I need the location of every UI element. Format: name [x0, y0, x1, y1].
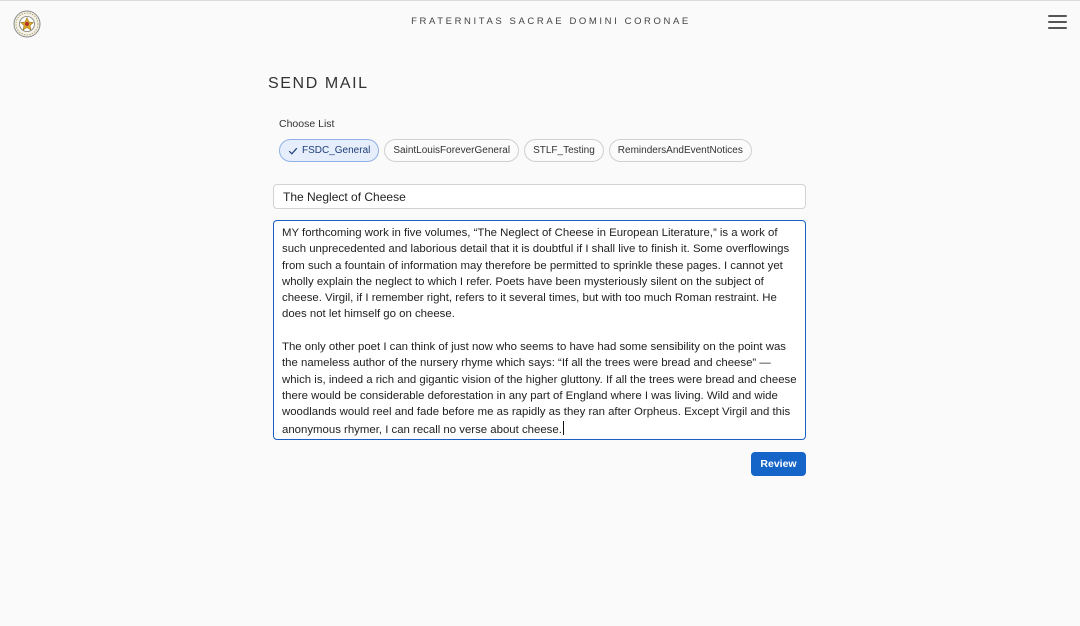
- message-body-textarea[interactable]: [273, 220, 806, 440]
- review-button[interactable]: Review: [751, 452, 806, 476]
- body-paragraph-last: [282, 339, 797, 438]
- text-caret: [563, 421, 564, 435]
- list-chip-reminders-and-event-notices[interactable]: [609, 139, 752, 162]
- top-bar: [0, 0, 1080, 43]
- list-chip-stlf-testing[interactable]: [524, 139, 604, 162]
- site-title: FRATERNITAS SACRAE DOMINI CORONAE: [411, 16, 691, 27]
- subject-input[interactable]: [273, 184, 806, 209]
- choose-list-label: Choose List: [279, 118, 335, 130]
- list-chip-label: SaintLouisForeverGeneral: [393, 145, 511, 156]
- page-title: SEND MAIL: [268, 75, 369, 92]
- list-chip-label: FSDC_General: [302, 145, 371, 156]
- list-chip-label: RemindersAndEventNotices: [617, 145, 743, 156]
- list-chip-fsdc-general[interactable]: [279, 139, 379, 162]
- body-paragraph-text: The only other poet I can think of just now who seems to have had some sensibility on the point was the nameless author of the nursery rhyme which says: “If all the trees were bread and cheese” — which is, indeed a rich and gigantic vision of the higher gluttony. If all the trees were bread and cheese there would be considerable deforestation in any part of England where I was living. Wild and wide woodlands would reel and fade before me as rapidly as they ran after Orpheus. Except Virgil and this anonymous rhymer, I can recall no verse about cheese.: [282, 341, 797, 436]
- list-chip-label: STLF_Testing: [533, 145, 595, 156]
- body-paragraph: MY forthcoming work in five volumes, “The Neglect of Cheese in European Literature,” is a work of such unprecedented and laborious detail that it is doubtful if I shall live to finish it. Some overflowings from such a fountain of information may therefore be permitted to sprinkle these pages. I cannot yet wholly explain the neglect to which I refer. Poets have been mysteriously silent on the subject of cheese. Virgil, if I remember right, refers to it several times, but with too much Roman restraint. He does not let himself go on cheese.: [282, 227, 790, 321]
- list-chip-group: [279, 139, 752, 162]
- checkmark-icon: [288, 146, 298, 156]
- list-chip-saint-louis-forever-general[interactable]: [384, 139, 519, 162]
- hamburger-menu-icon[interactable]: [1047, 13, 1069, 29]
